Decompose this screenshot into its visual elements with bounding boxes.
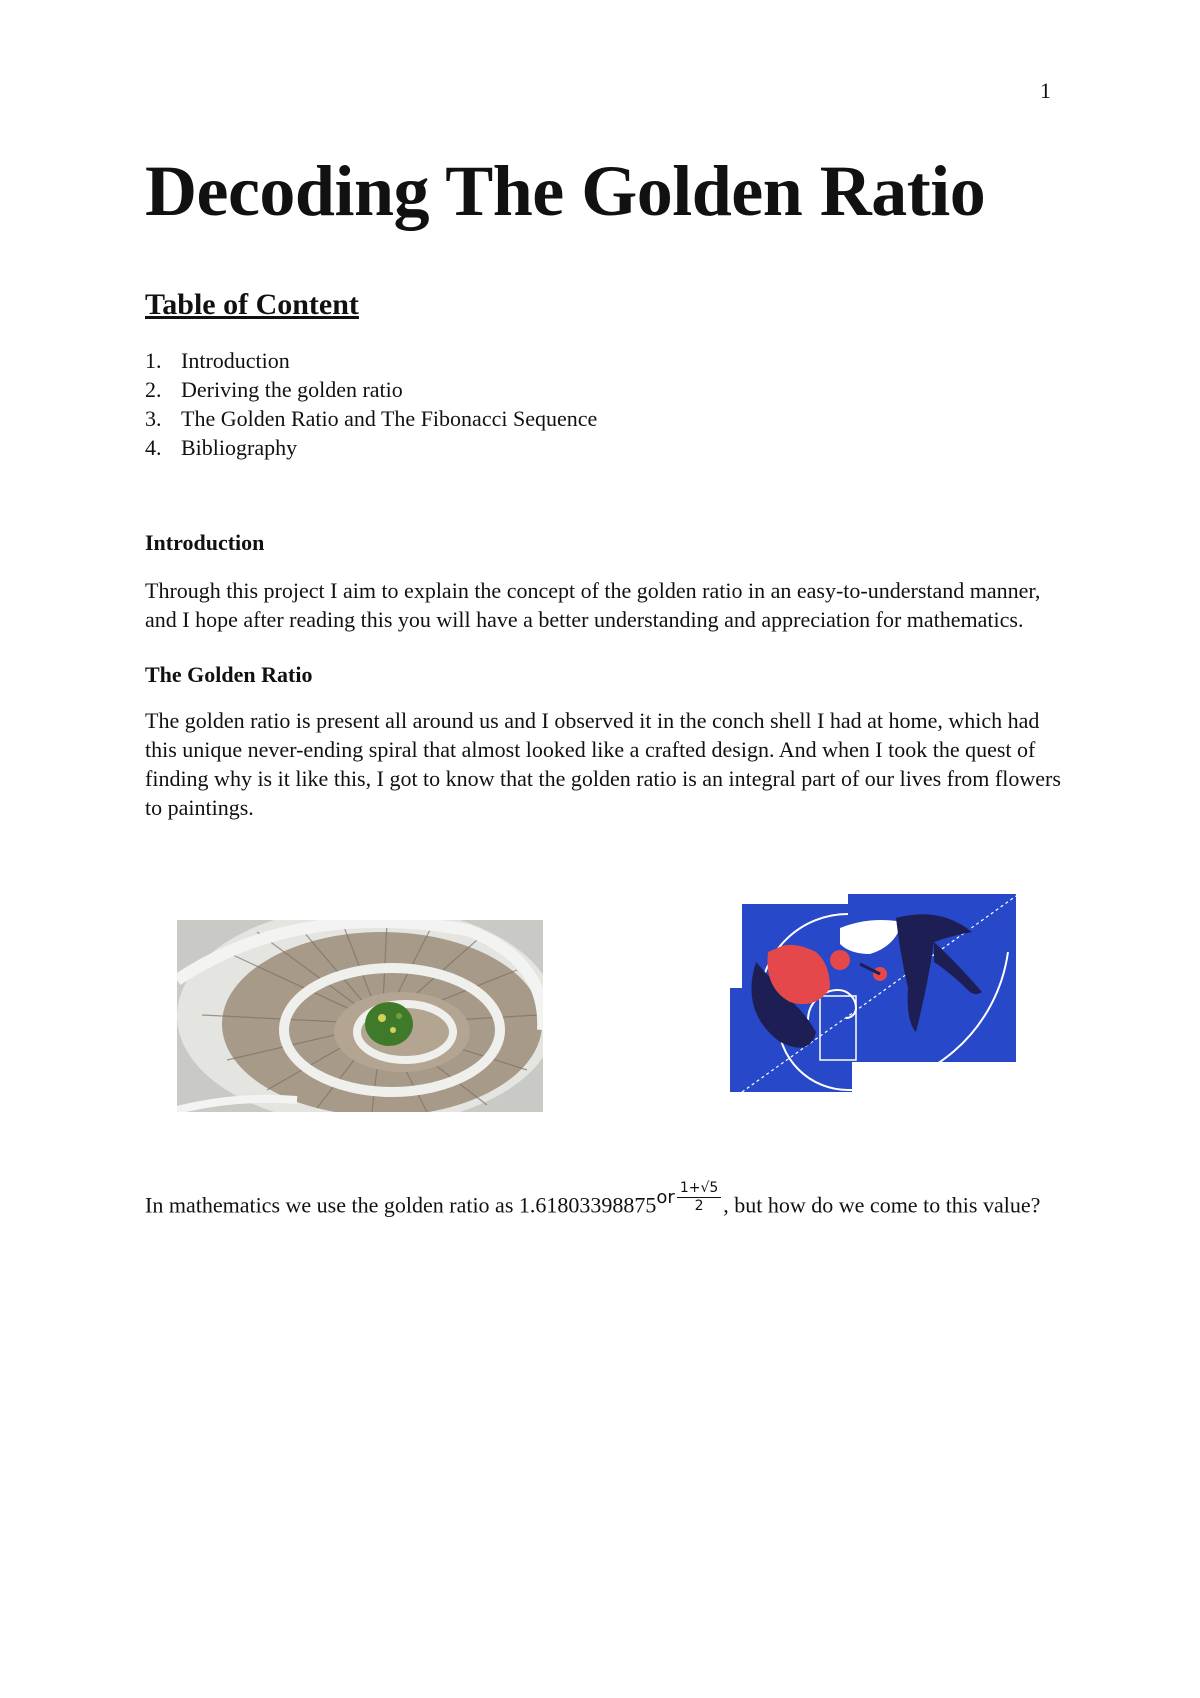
toc-heading: Table of Content	[145, 288, 359, 321]
golden-ratio-paragraph: The golden ratio is present all around us and I observed it in the conch shell I had at home, which had this unique never-ending spiral that almost looked like a crafted design. And when I took the quest of finding why is it like this, I got to know that the golden ratio is an integral part of our lives from flowers to paintings.	[145, 708, 1061, 820]
toc-item-number: 1.	[145, 348, 162, 373]
toc-item-label: Introduction	[181, 348, 290, 373]
golden-ratio-graphic	[720, 892, 1020, 1097]
toc-item	[145, 346, 597, 375]
page-title: Decoding The Golden Ratio	[145, 151, 986, 231]
golden-ratio-illustration	[720, 892, 1020, 1097]
golden-ratio-heading: The Golden Ratio	[145, 662, 313, 687]
toc-item	[145, 404, 597, 433]
introduction-heading: Introduction	[145, 530, 265, 555]
fraction-numerator: 1+√5	[677, 1180, 721, 1198]
spiral-staircase-photo	[177, 920, 543, 1112]
toc-item	[145, 433, 597, 462]
toc-item-label: Bibliography	[181, 435, 298, 460]
page-number: 1	[1040, 78, 1051, 103]
golden-ratio-fraction	[677, 1180, 721, 1215]
fraction-denominator: 2	[694, 1198, 704, 1214]
toc-item	[145, 375, 597, 404]
formula-suffix: , but how do we come to this value?	[723, 1192, 1041, 1218]
introduction-paragraph: Through this project I aim to explain the concept of the golden ratio in an easy-to-understand manner, and I hope after reading this you will have a better understanding and appreciation for mathematics.	[145, 578, 1041, 632]
toc-item-number: 3.	[145, 406, 162, 431]
toc-list	[145, 346, 597, 462]
formula-prefix: In mathematics we use the golden ratio as 1.61803398875	[145, 1192, 657, 1218]
toc-item-number: 2.	[145, 377, 162, 402]
toc-item-label: The Golden Ratio and The Fibonacci Sequence	[181, 406, 598, 431]
spiral-staircase-graphic	[177, 920, 543, 1112]
golden-ratio-formula	[145, 1180, 1065, 1225]
toc-item-label: Deriving the golden ratio	[181, 377, 403, 402]
formula-or: or	[656, 1186, 675, 1208]
toc-item-number: 4.	[145, 435, 162, 460]
